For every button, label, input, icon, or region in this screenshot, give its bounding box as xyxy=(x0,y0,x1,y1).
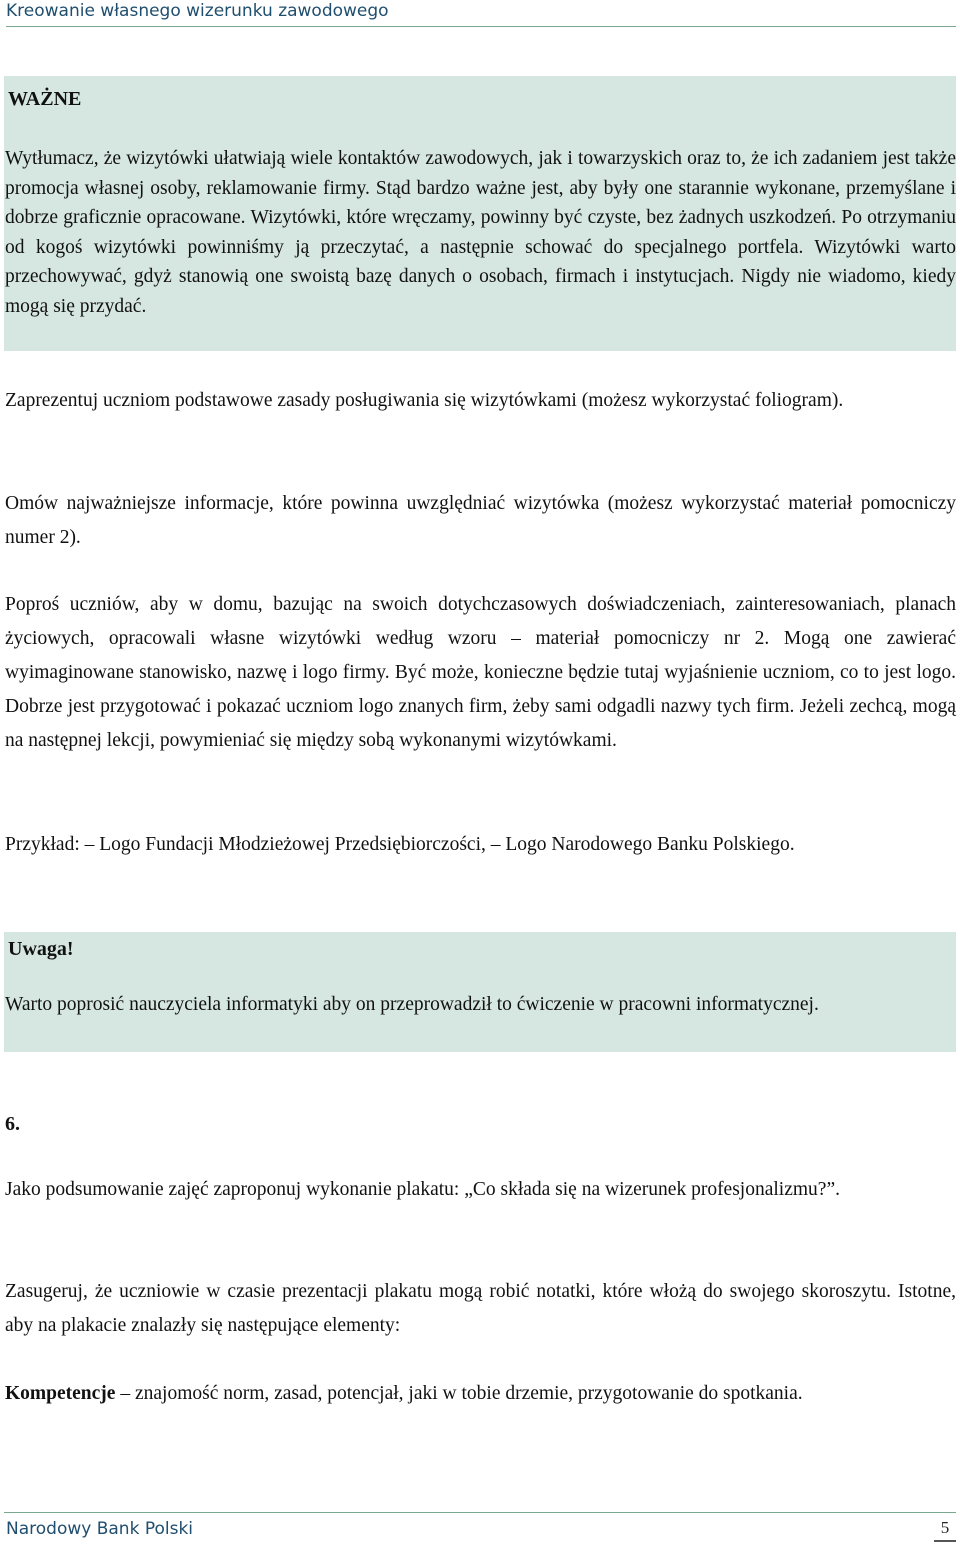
footer-organization: Narodowy Bank Polski xyxy=(6,1519,194,1539)
page-footer xyxy=(4,1512,956,1546)
paragraph-example: Przykład: – Logo Fundacji Młodzieżowej Przedsiębiorczości, – Logo Narodowego Banku Polskiego. xyxy=(5,834,795,855)
competences-term: Kompetencje xyxy=(5,1383,116,1404)
page-number: 5 xyxy=(934,1518,956,1542)
paragraph-notes: Zasugeruj, że uczniowie w czasie prezentacji plakatu mogą robić notatki, które włożą do swojego skoroszytu. Istotne, aby na plakacie znalazły się następujące elementy: xyxy=(5,1281,956,1336)
important-note-box xyxy=(4,76,956,351)
paragraph-homework: Poproś uczniów, aby w domu, bazując na swoich dotychczasowych doświadczeniach, zainteresowaniach, planach życiowych, opracowali własne wizytówki według wzoru – materiał pomocniczy nr 2. Mogą one zawierać wyimaginowane stanowisko, nazwę i logo firmy. Być może, konieczne będzie tutaj wyjaśnienie uczniom, co to jest logo. Dobrze jest przygotować i pokazać uczniom logo znanych firm, żeby sami odgadli nazwy tych firm. Jeżeli zechcą, mogą na następnej lekcji, powymieniać się między sobą wykonanymi wizytówkami. xyxy=(5,594,956,751)
important-heading: WAŻNE xyxy=(8,88,82,110)
warning-note-box xyxy=(4,932,956,1052)
competences-description: – znajomość norm, zasad, potencjał, jaki w tobie drzemie, przygotowanie do spotkania. xyxy=(115,1383,803,1404)
page-header xyxy=(6,0,956,27)
document-title: Kreowanie własnego wizerunku zawodowego xyxy=(6,1,389,21)
section-number: 6. xyxy=(5,1113,20,1135)
warning-heading: Uwaga! xyxy=(8,938,74,960)
paragraph-poster: Jako podsumowanie zajęć zaproponuj wykonanie plakatu: „Co składa się na wizerunek profesjonalizmu?”. xyxy=(5,1179,840,1200)
paragraph-discuss-info: Omów najważniejsze informacje, które powinna uwzględniać wizytówka (możesz wykorzystać materiał pomocniczy numer 2). xyxy=(5,493,956,548)
important-note-text: Wytłumacz, że wizytówki ułatwiają wiele kontaktów zawodowych, jak i towarzyskich oraz to, że ich zadaniem jest także promocja własnej osoby, reklamowanie firmy. Stąd bardzo ważne jest, aby były one starannie wykonane, przemyślane i dobrze graficznie opracowane. Wizytówki, które wręczamy, powinny być czyste, bez żadnych uszkodzeń. Po otrzymaniu od kogoś wizytówki powinniśmy ją przeczytać, a następnie schować do specjalnego portfela. Wizytówki warto przechowywać, gdyż stanowią one swoistą bazę danych o osobach, firmach i instytucjach. Nigdy nie wiadomo, kiedy mogą się przydać. xyxy=(5,148,956,317)
warning-note-text: Warto poprosić nauczyciela informatyki aby on przeprowadził to ćwiczenie w pracowni informatycznej. xyxy=(5,994,819,1015)
paragraph-competences xyxy=(5,1377,956,1411)
footer-divider xyxy=(4,1512,956,1513)
paragraph-present-rules: Zaprezentuj uczniom podstawowe zasady posługiwania się wizytówkami (możesz wykorzystać foliogram). xyxy=(5,390,844,411)
